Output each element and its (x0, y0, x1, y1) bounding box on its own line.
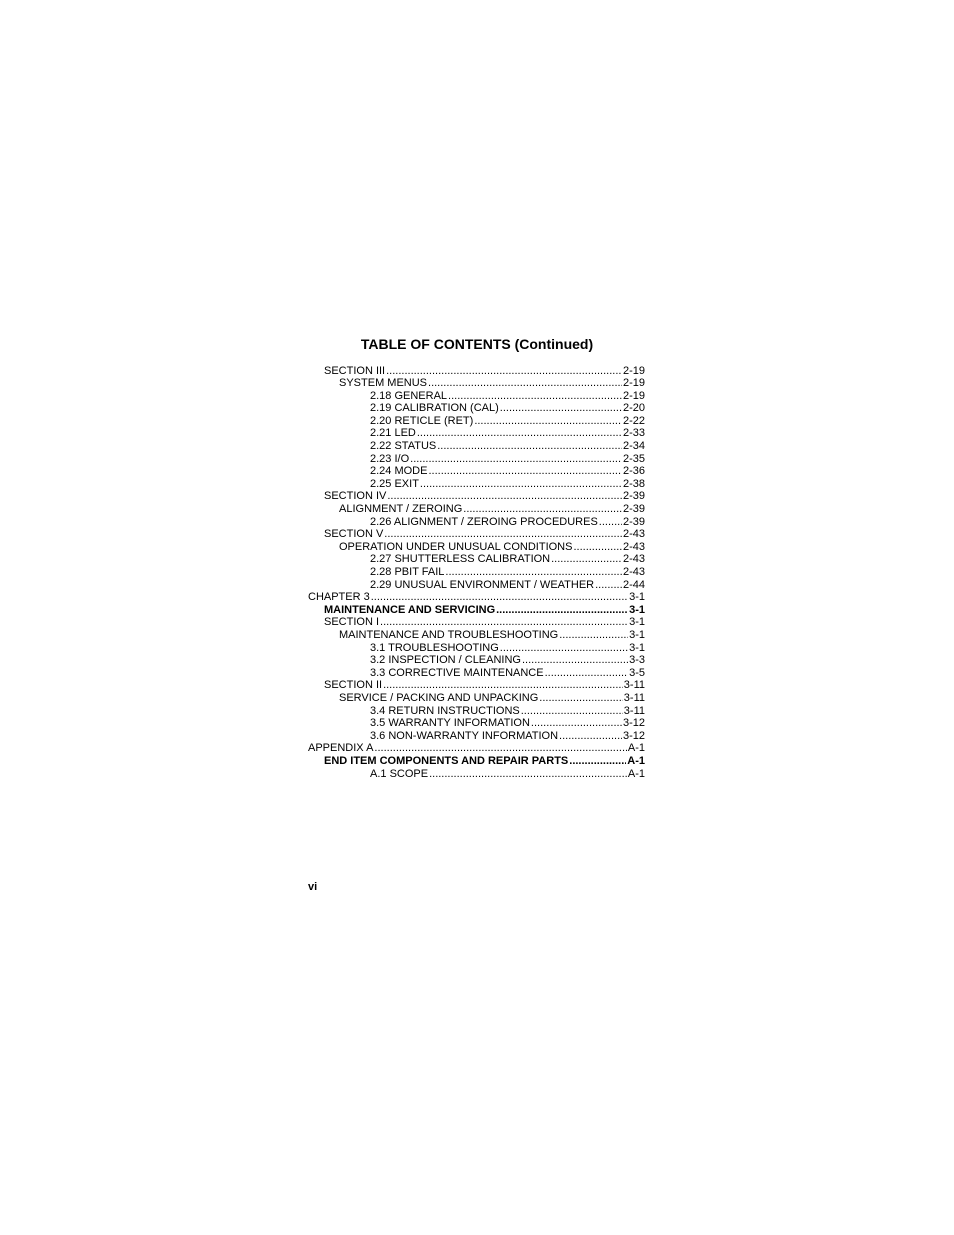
dot-leader (500, 642, 628, 655)
toc-entry[interactable] (308, 516, 645, 529)
toc-entry-page: 3-11 (623, 679, 645, 692)
dot-leader (496, 604, 628, 617)
toc-entry[interactable] (308, 629, 645, 642)
toc-entry-label: 2.22 STATUS (370, 440, 437, 453)
toc-entry[interactable] (308, 465, 645, 478)
toc-entry-page: 3-1 (629, 603, 645, 616)
toc-entry-label: MAINTENANCE AND TROUBLESHOOTING (339, 628, 559, 641)
toc-entry-label: SECTION IV (324, 490, 387, 503)
toc-entry-page: 2-38 (622, 477, 645, 490)
page-number: vi (308, 881, 318, 893)
toc-entry-label: OPERATION UNDER UNUSUAL CONDITIONS (339, 540, 573, 553)
toc-entry-label: END ITEM COMPONENTS AND REPAIR PARTS (324, 754, 569, 767)
toc-entry-label: 2.20 RETICLE (RET) (370, 414, 474, 427)
page-title: TABLE OF CONTENTS (Continued) (360, 336, 594, 352)
toc-entry-page: 2-39 (622, 515, 645, 528)
toc-entry[interactable] (308, 717, 645, 730)
dot-leader (445, 566, 622, 579)
toc-entry[interactable] (308, 377, 645, 390)
toc-entry-page: 2-34 (622, 440, 645, 453)
dot-leader (573, 541, 622, 554)
toc-entry[interactable] (308, 768, 645, 781)
toc-entry-label: SERVICE / PACKING AND UNPACKING (339, 691, 539, 704)
toc-entry-label: 2.18 GENERAL (370, 389, 448, 402)
toc-entry[interactable] (308, 591, 645, 604)
toc-entry-page: 3-1 (629, 628, 645, 641)
toc-entry-label: 2.24 MODE (370, 465, 428, 478)
toc-entry-page: 3-1 (629, 616, 645, 629)
toc-entry-page: 3-1 (629, 591, 645, 604)
toc-entry-label: CHAPTER 3 (308, 591, 370, 604)
toc-entry[interactable] (308, 730, 645, 743)
dot-leader (500, 402, 622, 415)
dot-leader (371, 591, 628, 604)
toc-entry[interactable] (308, 692, 645, 705)
dot-leader (539, 692, 623, 705)
dot-leader (384, 528, 622, 541)
dot-leader (551, 553, 622, 566)
toc-entry[interactable] (308, 679, 645, 692)
toc-entry[interactable] (308, 553, 645, 566)
dot-leader (522, 654, 628, 667)
toc-entry-label: A.1 SCOPE (370, 767, 429, 780)
toc-entry[interactable] (308, 541, 645, 554)
dot-leader (374, 742, 626, 755)
dot-leader (429, 768, 627, 781)
dot-leader (521, 705, 623, 718)
toc-entry[interactable] (308, 642, 645, 655)
toc-entry-label: ALIGNMENT / ZEROING (339, 503, 463, 516)
dot-leader (559, 629, 628, 642)
toc-entry[interactable] (308, 566, 645, 579)
toc-entry-page: 3-12 (622, 717, 645, 730)
dot-leader (428, 465, 622, 478)
table-of-contents (308, 365, 645, 781)
toc-entry-label: 3.2 INSPECTION / CLEANING (370, 654, 521, 667)
dot-leader (428, 377, 622, 390)
toc-entry-page: A-1 (627, 754, 645, 767)
dot-leader (595, 579, 622, 592)
toc-entry-page: 3-11 (623, 704, 645, 717)
toc-entry-label: 3.4 RETURN INSTRUCTIONS (370, 704, 520, 717)
toc-entry-page: 3-1 (629, 641, 645, 654)
toc-entry[interactable] (308, 415, 645, 428)
toc-entry-label: 3.6 NON-WARRANTY INFORMATION (370, 729, 559, 742)
toc-entry-page: 3-12 (622, 729, 645, 742)
toc-entry-page: 2-20 (622, 402, 645, 415)
toc-entry-label: 2.23 I/O (370, 452, 410, 465)
toc-entry-label: MAINTENANCE AND SERVICING (324, 603, 496, 616)
toc-entry-page: 2-43 (622, 528, 645, 541)
toc-entry[interactable] (308, 742, 645, 755)
toc-entry-label: 2.25 EXIT (370, 477, 419, 490)
dot-leader (463, 503, 622, 516)
toc-entry-page: 2-43 (622, 553, 645, 566)
toc-entry[interactable] (308, 390, 645, 403)
toc-entry-page: 3-11 (623, 691, 645, 704)
toc-entry-page: 3-3 (629, 654, 645, 667)
toc-entry-page: 2-39 (622, 503, 645, 516)
toc-entry-label: APPENDIX A (308, 742, 374, 755)
toc-entry[interactable] (308, 654, 645, 667)
toc-entry-page: 2-19 (622, 389, 645, 402)
dot-leader (420, 478, 622, 491)
toc-entry-page: 2-44 (622, 578, 645, 591)
toc-entry[interactable] (308, 528, 645, 541)
dot-leader (531, 717, 622, 730)
toc-entry[interactable] (308, 503, 645, 516)
toc-entry-label: 2.28 PBIT FAIL (370, 566, 445, 578)
dot-leader (383, 679, 623, 692)
toc-entry[interactable] (308, 604, 645, 617)
dot-leader (474, 415, 622, 428)
toc-entry-page: 2-43 (622, 540, 645, 553)
toc-entry[interactable] (308, 427, 645, 440)
toc-entry-label: 2.26 ALIGNMENT / ZEROING PROCEDURES (370, 515, 598, 528)
dot-leader (559, 730, 622, 743)
toc-entry[interactable] (308, 490, 645, 503)
toc-entry-page: 2-39 (622, 490, 645, 503)
toc-entry-label: 2.27 SHUTTERLESS CALIBRATION (370, 553, 551, 566)
toc-entry[interactable] (308, 440, 645, 453)
toc-entry[interactable] (308, 616, 645, 629)
dot-leader (545, 667, 629, 680)
dot-leader (380, 616, 628, 629)
toc-entry-page: 2-19 (622, 377, 645, 390)
toc-entry-label: 2.19 CALIBRATION (CAL) (370, 402, 499, 415)
toc-entry[interactable] (308, 579, 645, 592)
toc-entry-label: 2.21 LED (370, 427, 416, 440)
dot-leader (386, 365, 622, 378)
toc-entry-label: SECTION I (324, 616, 380, 629)
dot-leader (417, 427, 622, 440)
toc-entry-label: SECTION V (324, 528, 384, 541)
toc-entry-page: 2-22 (622, 414, 645, 427)
toc-entry[interactable] (308, 478, 645, 491)
dot-leader (599, 516, 622, 529)
dot-leader (448, 390, 622, 403)
toc-entry-page: A-1 (627, 767, 645, 780)
toc-entry-page: 3-5 (629, 666, 645, 679)
toc-entry-label: SYSTEM MENUS (339, 377, 428, 390)
dot-leader (437, 440, 622, 453)
toc-entry-label: 3.1 TROUBLESHOOTING (370, 641, 499, 654)
toc-entry[interactable] (308, 365, 645, 378)
toc-entry[interactable] (308, 453, 645, 466)
toc-entry-page: 2-36 (622, 465, 645, 478)
toc-entry[interactable] (308, 755, 645, 768)
dot-leader (569, 755, 626, 768)
toc-entry-label: 3.5 WARRANTY INFORMATION (370, 717, 530, 730)
toc-entry-page: 2-19 (622, 364, 645, 377)
dot-leader (410, 453, 622, 466)
toc-entry[interactable] (308, 705, 645, 718)
toc-entry-page: 2-33 (622, 427, 645, 440)
dot-leader (387, 490, 622, 503)
toc-entry-page: 2-43 (622, 566, 645, 578)
toc-entry-label: 3.3 CORRECTIVE MAINTENANCE (370, 666, 544, 679)
toc-entry-label: SECTION II (324, 679, 383, 692)
toc-entry-page: A-1 (627, 742, 645, 755)
toc-entry-page: 2-35 (622, 452, 645, 465)
toc-entry[interactable] (308, 667, 645, 680)
toc-entry-label: SECTION III (324, 364, 386, 377)
toc-entry[interactable] (308, 402, 645, 415)
toc-entry-label: 2.29 UNUSUAL ENVIRONMENT / WEATHER (370, 578, 595, 591)
